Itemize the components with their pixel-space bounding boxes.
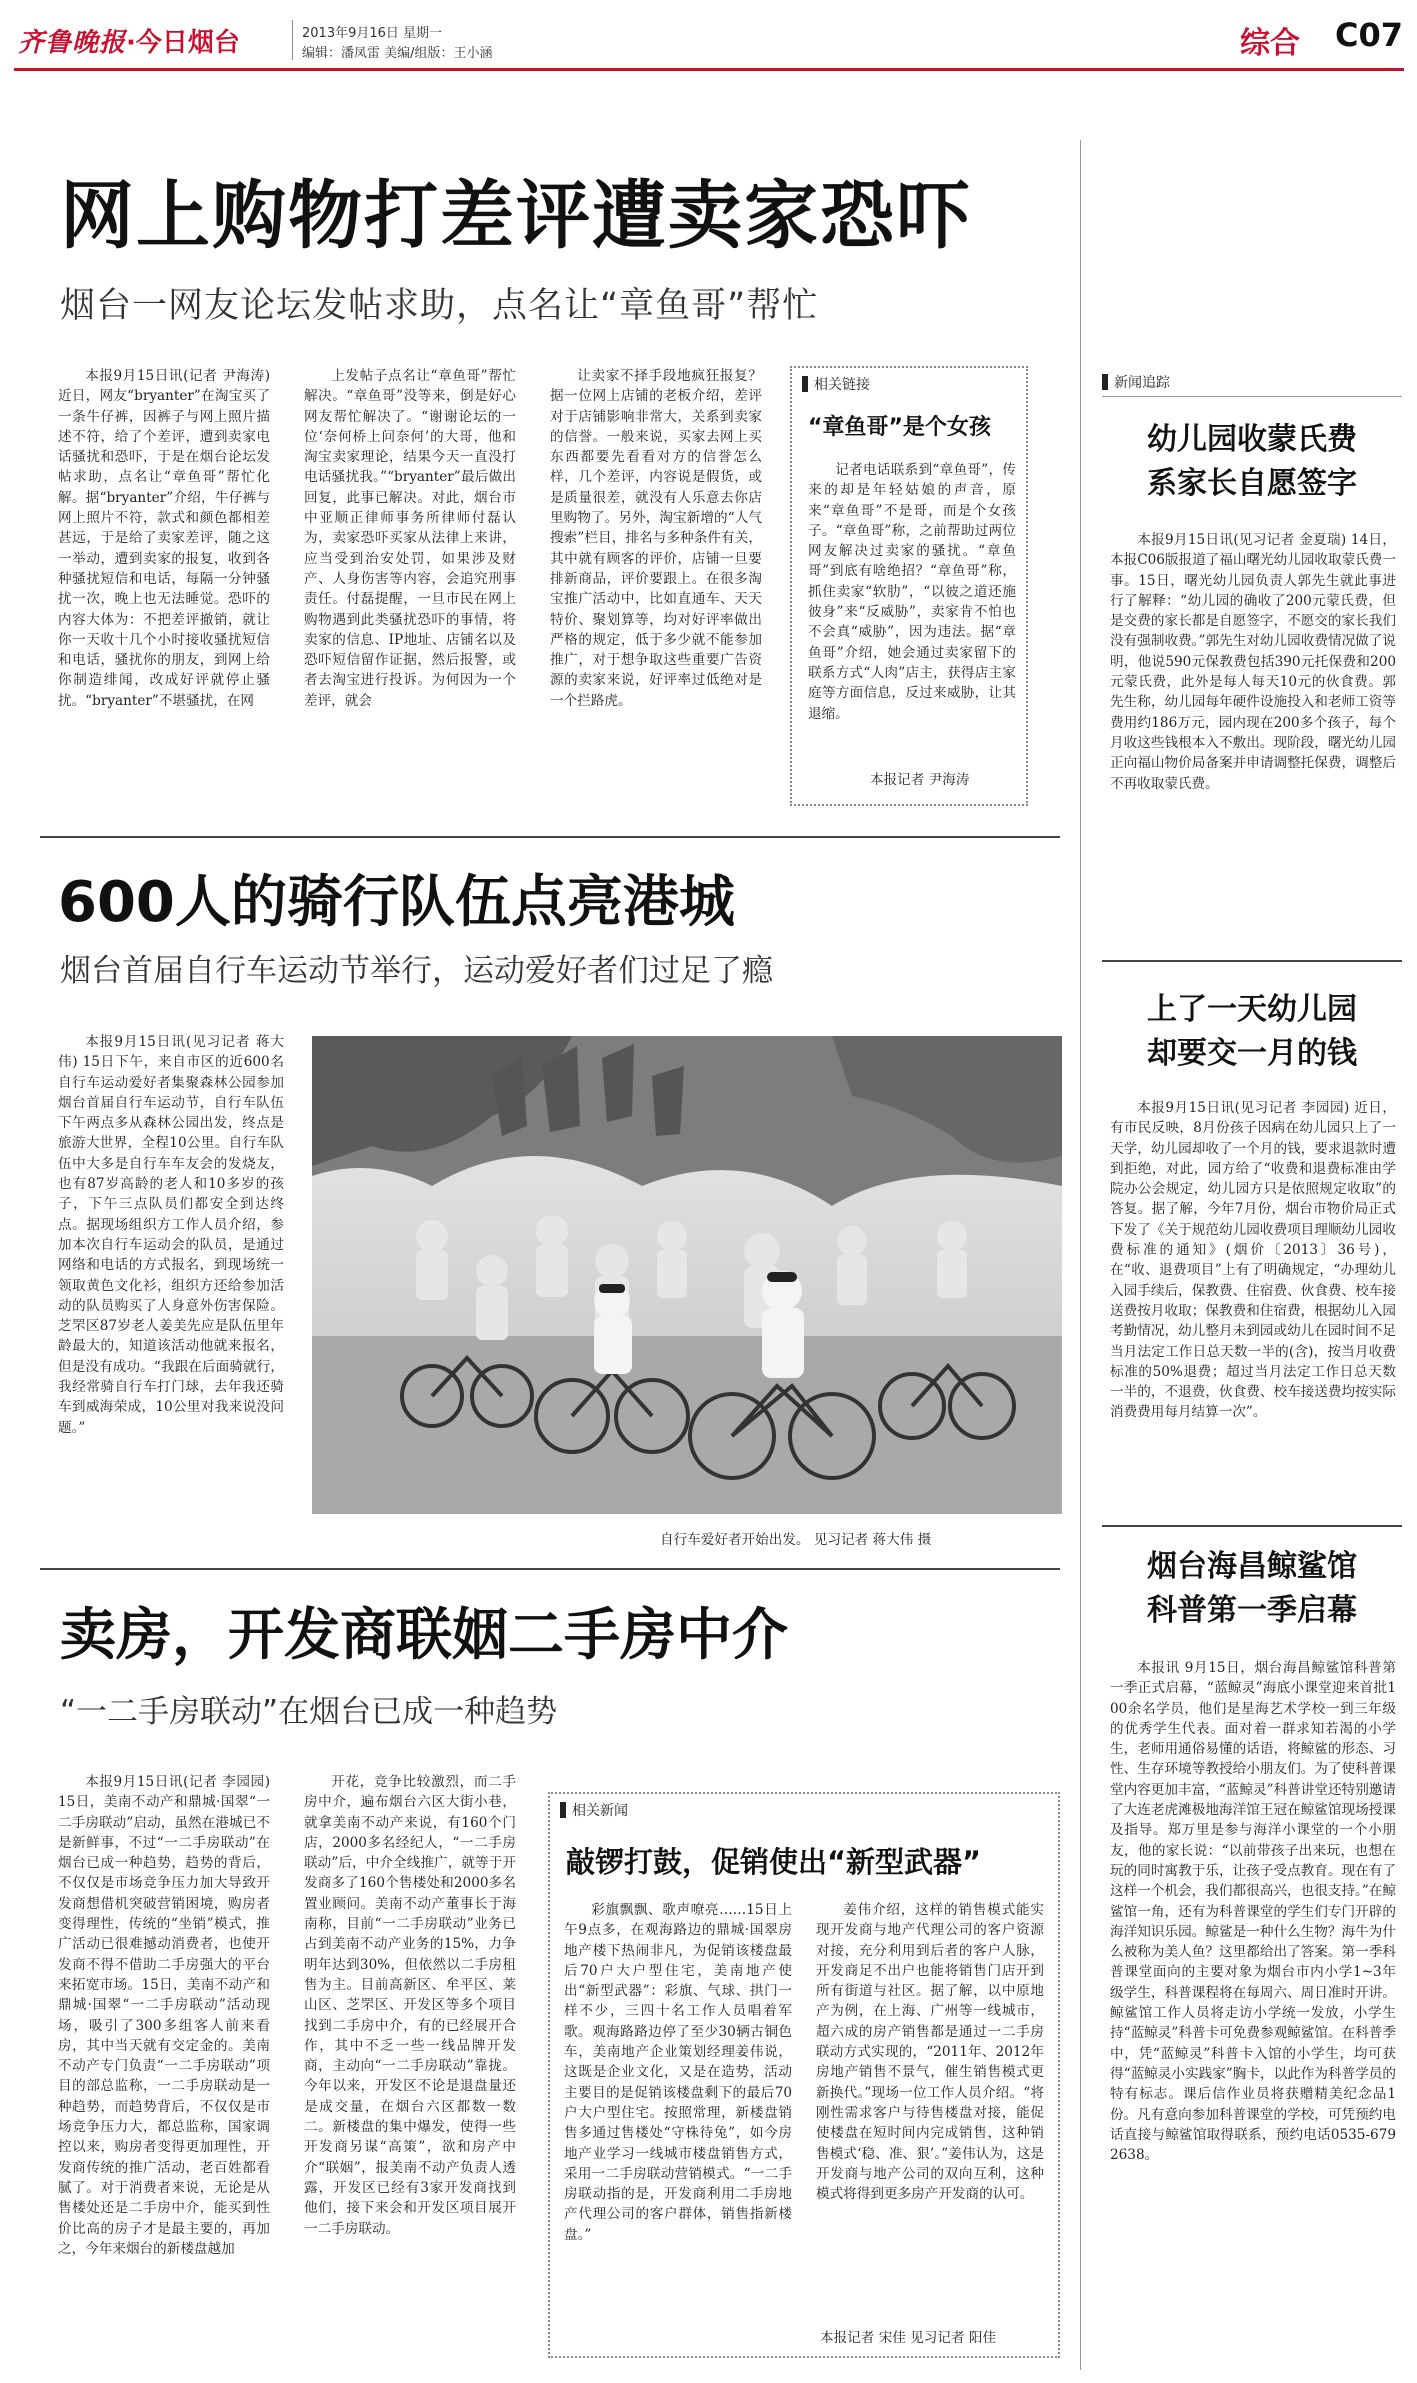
- sidebar1-text: 记者电话联系到“章鱼哥”，传来的却是年轻姑娘的声音，原来“章鱼哥”不是哥，而是个女孩子。“章鱼哥”称，之前帮助过两位网友解决过卖家的骚扰。“章鱼哥”到底有啥绝招？“章鱼哥”称，抓住卖家“软肋”，“以彼之道还施彼身”来“反威胁”，卖家肯不怕也不会真“威胁”，因为违法。据“章鱼哥”介绍，她会通过卖家留下的联系方式“人肉”店主，获得店主家庭等方面信息，反过来威胁，让其退缩。: [808, 462, 1016, 722]
- right-column-rule: [1080, 140, 1081, 2370]
- editor-line: 编辑：潘凤雷 美编/组版：王小涵: [302, 46, 493, 61]
- tag-marker: [1102, 374, 1108, 390]
- article1-col3: 让卖家不择手段地疯狂报复？据一位网上店铺的老板介绍，差评对于店铺影响非常大，关系到卖家的信誉。一般来说，买家去网上买东西都要先看看对方的信誉怎么样，几个差评，内容说是假货，或是质量很差，就没有人乐意去你店里购物了。另外，淘宝新增的“人气搜索”栏目，排名与多种条件有关，其中就有顾客的评价，店铺一旦要排新商品，评价要跟上。在很多淘宝推广活动中，比如直通车、天天特价、聚划算等，均对好评率做出严格的规定，低于多少就不能参加推广，对于想争取这些重要广告资源的卖家来说，好评率过低绝对是一个拦路虎。: [550, 368, 762, 709]
- news1-tag: [1102, 372, 1170, 392]
- news2-title-line1: 上了一天幼儿园: [1147, 992, 1357, 1027]
- news1-text: 本报9月15日讯(见习记者 金夏瑞) 14日，本报C06版报道了福山曙光幼儿园收取蒙氏费一事。15日，曙光幼儿园负责人郭先生就此事进行了解释：“幼儿园的确收了200元蒙氏费，但是交费的家长都是自愿签字，不愿交的家长我们没有强制收费。”郭先生对幼儿园收费情况做了说明，他说590元保教费包括390元托保费和200元蒙氏费，此外是每人每天10元的伙食费。郭先生称，幼儿园每年硬件设施投入和老师工资等费用约186万元，园内现在200多个孩子，每个月收这些钱根本入不敷出。现阶段，曙光幼儿园正向福山物价局备案并申请调整托保费，调整后不再收取蒙氏费。: [1110, 532, 1396, 792]
- sidebar2-col2: 姜伟介绍，这样的销售模式能实现开发商与地产代理公司的客户资源对接，充分利用到后者的客户人脉，开发商足不出户也能将销售门店开到所有街道与社区。据了解，以中原地产为例，在上海、广州等一线城市，超六成的房产销售都是通过一二手房联动方式实现的，“2011年、2012年房地产销售不景气，催生销售模式更新换代。”现场一位工作人员介绍。“将刚性需求客户与待售楼盘对接，能促使楼盘在短时间内完成销售，这种销售模式‘稳、准、狠’。”姜伟认为，这是开发商与地产公司的双向互利，这种模式将得到更多房产开发商的认可。: [816, 1902, 1044, 2203]
- masthead-divider: [292, 20, 293, 60]
- sidebar1-byline: 本报记者 尹海涛: [870, 772, 970, 788]
- article1-col1: 本报9月15日讯(记者 尹海涛) 近日，网友“bryanter”在淘宝买了一条牛仔裤，因裤子与网上照片描述不符，给了个差评，遭到卖家电话骚扰和恐吓，于是在烟台论坛发帖求助，点名让“章鱼哥”帮忙化解。据“bryanter”介绍，牛仔裤与网上照片不符，款式和颜色都相差甚远，于是给了卖家差评，随之这一举动，遭到卖家的报复，收到各种骚扰短信和电话，每隔一分钟骚扰一次，晚上也无法睡觉。恐吓的内容大体为：不把差评撤销，就让你一天收十几个小时接收骚扰短信和电话，骚扰你的朋友，到网上给你制造绯闻，改成好评就停止骚扰。“bryanter”不堪骚扰，在网: [58, 368, 270, 709]
- article2-text: 本报9月15日讯(见习记者 蒋大伟) 15日下午，来自市区的近600名自行车运动爱好者集聚森林公园参加烟台首届自行车运动节，自行车队伍下午两点多从森林公园出发，终点是旅游大世界，全程10公里。自行车队伍中大多是自行车车友会的发烧友，也有87岁高龄的老人和10多岁的孩子，下午三点队员们都安全到达终点。据现场组织方工作人员介绍，参加本次自行车运动会的队员，是通过网络和电话的方式报名，到现场统一领取黄色文化衫，组织方还给参加活动的队员购买了人身意外伤害保险。芝罘区87岁老人姜美先应是队伍里年龄最大的，知道该活动他就来报名，但是没有成功。“我跟在后面骑就行，我经常骑自行车打门球，去年我还骑车到威海荣成，10公里对我来说没问题。”: [58, 1034, 284, 1436]
- photo-caption: 自行车爱好者开始出发。 见习记者 蒋大伟 摄: [660, 1532, 932, 1548]
- article3-subtitle: “一二手房联动”在烟台已成一种趋势: [60, 1694, 558, 1730]
- paper-logo: [18, 18, 240, 62]
- sidebar1-tag-label: 相关链接: [814, 377, 870, 393]
- article1-title: 网上购物打差评遭卖家恐吓: [60, 173, 972, 259]
- article1-subtitle: 烟台一网友论坛发帖求助，点名让“章鱼哥”帮忙: [60, 286, 819, 326]
- sidebar2-col1: 彩旗飘飘、歌声嘹亮……15日上午9点多，在观海路边的鼎城·国翠房地产楼下热闹非凡，为促销该楼盘最后70户大户型住宅，美南地产使出“新型武器”：彩旗、气球、拱门一样不少，三四十名工作人员唱着军歌。观海路路边停了至少30辆古铜色车，美南地产企业策划经理姜伟说，这既是企业文化，又是在造势，活动主要目的是促销该楼盘剩下的最后70户大户型住宅。按照常理，新楼盘销售多通过售楼处“守株待兔”，如今房地产业学习一线城市楼盘销售方式，采用一二手房联动营销模式。“一二手房联动指的是，开发商利用二手房地产代理公司的客户群体，销售指新楼盘。”: [564, 1902, 792, 2243]
- sidebar2-byline: 本报记者 宋佳 见习记者 阳佳: [820, 2330, 997, 2346]
- article3-title: 卖房，开发商联姻二手房中介: [60, 1603, 788, 1668]
- paper-name: 齐鲁晚报: [18, 27, 127, 58]
- news3-text: 本报讯 9月15日，烟台海昌鲸鲨馆科普第一季正式启幕，“蓝鲸灵”海底小课堂迎来首批100余名学员，他们是星海艺术学校一到三年级的优秀学生代表。面对着一群求知若渴的小学生，老师用通俗易懂的话语，将鲸鲨的形态、习性、生存环境等教授给小朋友们。为了使科普课堂内容更加丰富，“蓝鲸灵”科普讲堂还特别邀请了大连老虎滩极地海洋馆王冠在鲸鲨馆现场授课及指导。郑万里是参与海洋小课堂的一个小朋友，他的家长说：“以前带孩子出来玩，也想在玩的同时寓教于乐，让孩子受点教育。现在有了这样一个机会，我们都很高兴，也很支持。”在鲸鲨馆一角，还有为科普课堂的学生们专门开辟的海洋知识乐园。鲸鲨是一种什么生物？海牛为什么被称为美人鱼？这里都给出了答案。第一季科普课堂面向的主要对象为烟台市内小学1~3年级学生，科普课程将在每周六、周日准时开讲。鲸鲨馆工作人员将走访小学统一发放，小学生持“蓝鲸灵”科普卡可免费参观鲸鲨馆。在科普季中，凭“蓝鲸灵”科普卡入馆的小学生，均可获得“蓝鲸灵小实践家”胸卡，以此作为科普学员的特有标志。课后信作业员将获赠精美纪念品1份。凡有意向参加科普课堂的学校，可凭预约电话直接与鲸鲨馆取得联系，预约电话0535-6792638。: [1110, 1660, 1396, 2164]
- sidebar1-title: “章鱼哥”是个女孩: [808, 415, 991, 440]
- article2-subtitle: 烟台首届自行车运动节举行，运动爱好者们过足了瘾: [60, 953, 773, 989]
- category-label: 综合: [1240, 26, 1300, 61]
- news1-title-line1: 幼儿园收蒙氏费: [1147, 422, 1357, 457]
- sidebar1-tag: [802, 374, 870, 394]
- cycling-photo: [312, 1036, 1062, 1514]
- news1-tag-label: 新闻追踪: [1114, 375, 1170, 391]
- sidebar2-tag-label: 相关新闻: [572, 1803, 628, 1819]
- section-divider-2: [40, 1568, 1060, 1570]
- news1-tag-rule: [1102, 396, 1402, 397]
- sidebar2-tag: [560, 1800, 628, 1820]
- article2-title: 600人的骑行队伍点亮港城: [58, 870, 735, 935]
- news3-title-line2: 科普第一季启幕: [1147, 1593, 1357, 1628]
- masthead-rule: [14, 68, 1404, 71]
- date-line: 2013年9月16日 星期一: [302, 26, 443, 41]
- article3-col1: 本报9月15日讯(记者 李园园) 15日，美南不动产和鼎城·国翠“一二手房联动”启动，虽然在港城已不是新鲜事，不过“一二手房联动”在烟台已成一种趋势，趋势的背后，不仅仅是市场竞争压力加大导致开发商想借机突破营销困境，购房者变得理性，传统的“坐销”模式，推广活动已很难撼动消费者，也使开发商不得不借助二手房强大的平台来拓宽市场。15日，美南不动产和鼎城·国翠“一二手房联动”活动现场，吸引了300多组客人前来看房，其中当天就有交定金的。美南不动产专门负责“一二手房联动”项目的部总监称，一二手房联动是一种趋势，而趋势背后，不仅仅是市场竞争压力大，都总监称，国家调控以来，购房者变得更加理性，开发商传统的推广活动，老百姓都看腻了。对于消费者来说，无论是从售楼处还是二手房中介，能买到性价比高的房子才是最主要的，再加之，今年来烟台的新楼盘越加: [58, 1774, 270, 2257]
- section-divider-1: [40, 836, 1060, 838]
- article3-col2: 开花，竞争比较激烈，而二手房中介，遍布烟台六区大街小巷，就拿美南不动产来说，有160个门店，2000多名经纪人，“一二手房联动”后，中介全线推广，就等于开发商多了160个售楼处和2000多名置业顾问。美南不动产董事长于海南称，目前“一二手房联动”业务已占到美南不动产业务的15%，力争明年达到30%，但依然以二手房租售为主。目前高新区、牟平区、莱山区、芝罘区、开发区等多个项目找到二手房中介，有的已经展开合作，其中不乏一些一线品牌开发商，主动向“一二手房联动”靠拢。今年以来，开发区不论是退盘量还是成交量，在烟台六区都数一数二。新楼盘的集中爆发，使得一些开发商另谋“高策”，欲和房产中介“联姻”，报美南不动产负责人透露，开发区已经有3家开发商找到他们，接下来会和开发区项目展开一二手房联动。: [304, 1774, 516, 2237]
- news2-end-rule: [1102, 1525, 1402, 1527]
- sidebar2-title: 敲锣打鼓，促销使出“新型武器”: [566, 1845, 982, 1879]
- page-code: C07: [1335, 16, 1404, 54]
- news2-title-line2: 却要交一月的钱: [1147, 1036, 1357, 1071]
- article1-col2: 上发帖子点名让“章鱼哥”帮忙解决。“章鱼哥”没等来，倒是好心网友帮忙解决了。“谢谢论坛的一位‘奈何桥上问奈何’的大哥，他和淘宝卖家理论，结果今天一直没打电话骚扰我。”“bryanter”最后做出回复，此事已解决。对此，烟台市中亚顺正律师事务所律师付磊认为，卖家恐吓买家从法律上来讲，应当受到治安处罚，如果涉及财产、人身伤害等内容，会追究刑事责任。付磊提醒，一旦市民在网上购物遇到此类骚扰恐吓的事情，将卖家的信息、IP地址、店铺名以及恐吓短信留作证据，然后报警，或者去淘宝进行投诉。为何因为一个差评，就会: [304, 368, 516, 709]
- news2-text: 本报9月15日讯(见习记者 李园园) 近日，有市民反映，8月份孩子因病在幼儿园只上了一天学，幼儿园却收了一个月的钱，要求退款时遭到拒绝，对此，园方给了“收费和退费标准由学院办公会规定，幼儿园方只是依照规定收取”的答复。据了解，今年7月份，烟台市物价局正式下发了《关于规范幼儿园收费项目理顺幼儿园收费标准的通知》(烟价〔2013〕36号)，在“收、退费项目”上有了明确规定，“办理幼儿入园手续后，保教费、住宿费、伙食费、校车接送费按月收取；保教费和住宿费，根据幼儿入园考勤情况，幼儿整月未到园或幼儿在园时间不足当月法定工作日总天数一半的(含)，按当月收费标准的50%退费；超过当月法定工作日总天数一半的，不退费，伙食费、校车接送费均按实际消费费用每月结算一次”。: [1110, 1100, 1396, 1421]
- tag-marker: [560, 1802, 566, 1818]
- news1-title-line2: 系家长自愿签字: [1147, 466, 1357, 501]
- cycling-photo-illustration: [312, 1036, 1062, 1514]
- news3-title-line1: 烟台海昌鲸鲨馆: [1147, 1549, 1357, 1584]
- news1-end-rule: [1102, 960, 1402, 962]
- tag-marker: [802, 376, 808, 392]
- section-name: ·今日烟台: [126, 27, 240, 58]
